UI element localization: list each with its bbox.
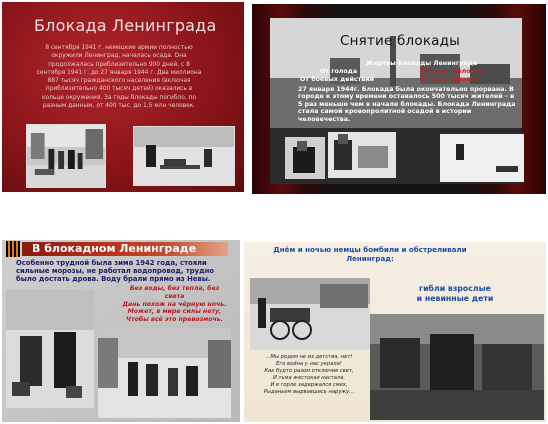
photo-women-with-pails bbox=[6, 290, 94, 408]
slide1-title: Блокада Ленинграда bbox=[34, 16, 217, 35]
photo-street-queue bbox=[26, 124, 106, 188]
victims-combat-value: 17 тыс. человек bbox=[420, 76, 479, 83]
photo-sitting-people bbox=[285, 137, 325, 179]
slide3-poem-text: Без воды, без тепла, без света День похож на чёрную ночь. Может, в мире силы нету, Чтобы всё это превозмочь. bbox=[122, 285, 227, 324]
slide-blockade-of-leningrad[interactable] bbox=[2, 2, 244, 192]
victims-combat-label: От боевых действий bbox=[300, 76, 375, 83]
slide-in-besieged-leningrad[interactable] bbox=[2, 240, 240, 422]
slide3-poem bbox=[122, 285, 227, 324]
slide3-lead: Особенно трудной была зима 1942 года, стояли сильные морозы, не работал водопровод, трудно было достать дрова. Воду брали прямо из Невы. bbox=[16, 259, 214, 283]
photo-cart-on-street bbox=[250, 278, 370, 350]
victims-starvation-label: От голода bbox=[320, 68, 358, 75]
photo-snowy-street bbox=[98, 328, 231, 418]
photo-bodies-in-snow bbox=[440, 134, 524, 182]
slide3-title: В блокадном Ленинграде bbox=[32, 242, 197, 255]
slide2-title: Снятие блокады bbox=[340, 33, 461, 49]
photo-women-in-snow bbox=[328, 132, 396, 178]
slide4-poem-text: ...Мы родом не из детства, нет! Его война у нас украла! Как будто разом отключив свет, И тьма жестокая настала. И в горле задержался смех, Рыданьем вырвавшись наружу... bbox=[263, 354, 355, 396]
victims-heading: Жертвы Блокады Ленинграда bbox=[366, 60, 478, 67]
photo-children bbox=[370, 314, 544, 420]
slide-bombing-of-leningrad[interactable] bbox=[244, 242, 546, 422]
st-george-ribbon-icon bbox=[6, 241, 20, 257]
slide-lifting-of-blockade[interactable] bbox=[252, 4, 546, 194]
slide4-title: Днём и ночью немцы бомбили и обстреливали Ленинград: bbox=[273, 245, 467, 263]
victims-starvation-value: 640 тыс. человек bbox=[420, 68, 484, 75]
slide4-poem bbox=[251, 354, 367, 397]
slide1-body: 8 сентября 1941 г. немецкие армии полностью окружили Ленинград, началась осада. Она продолжалась приблизительно 900 дней, с 8 сентября 1941 г. до 27 января 1944 г. Два миллиона 887 тысяч гражданского населения (включая приблизительно 400 тысяч детей) оказались в кольце окружения. За годы блокады погибло, по разным данным, от 400 тыс. до 1,5 млн человек. bbox=[36, 45, 202, 110]
slide4-subtitle-text: гибли взрослые и невинные дети bbox=[416, 284, 494, 303]
slide4-subtitle bbox=[390, 284, 520, 304]
slide2-body: 27 января 1944г. Блокада была окончательно прорвана. В городе к этому времени оставалось 500 тысяч жителей – в 5 раз меньше чем в начале блокады. Блокада Ленинграда стала самой кровопролитной осадой в истории человечества. bbox=[298, 86, 516, 123]
photo-sled-in-snow bbox=[133, 126, 235, 186]
